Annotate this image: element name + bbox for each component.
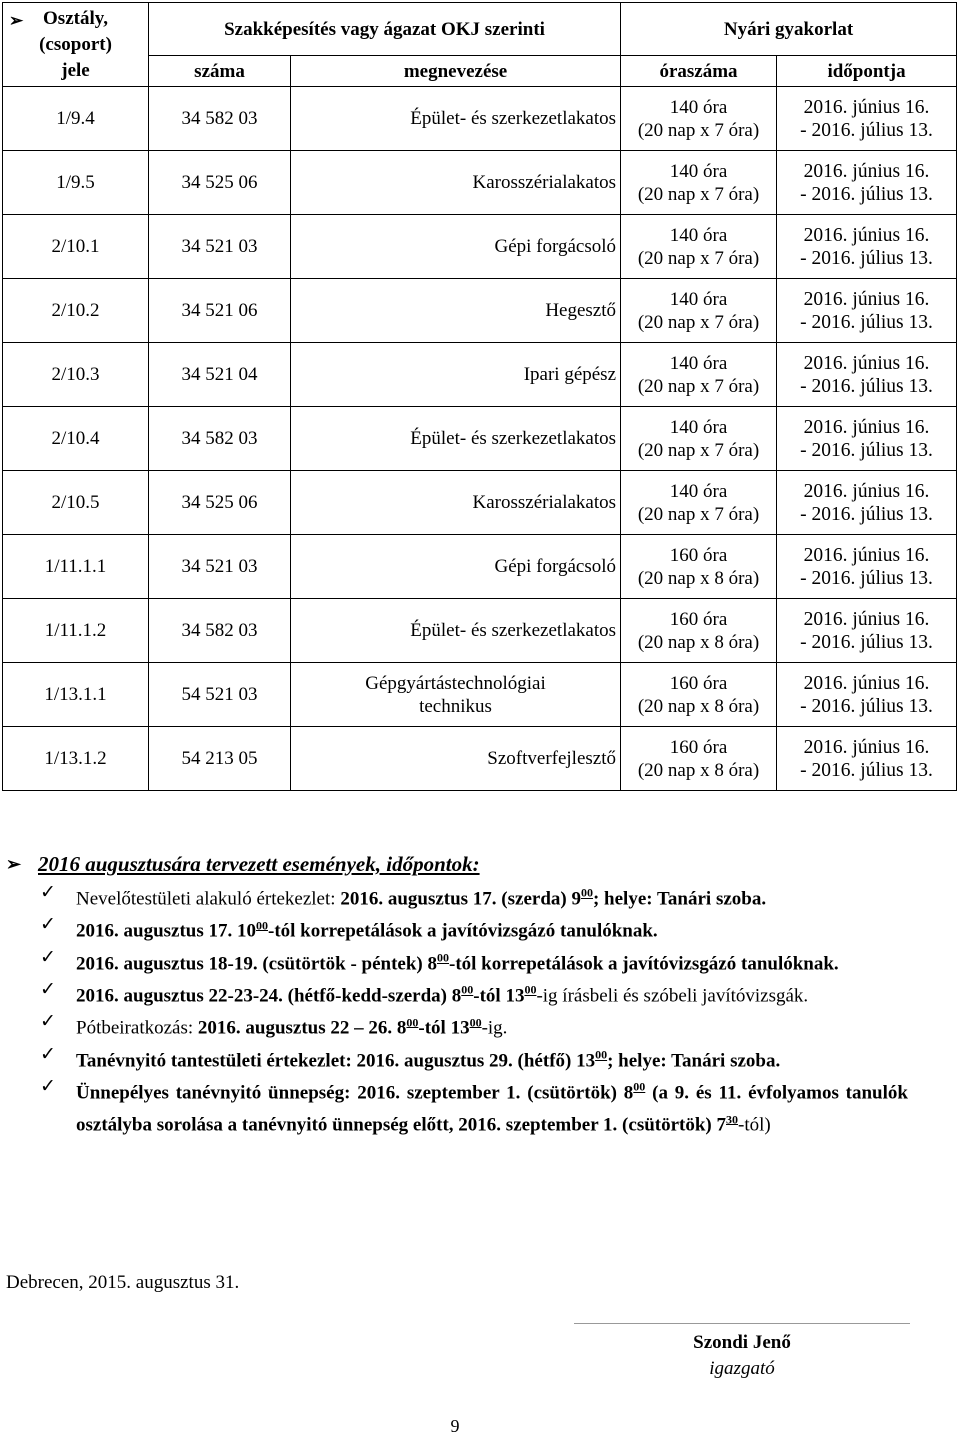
header-class-cell [3, 3, 149, 87]
place-date: Debrecen, 2015. augusztus 31. [6, 1272, 240, 1293]
row-hours-total: 140 óra [669, 288, 728, 310]
row-class: 2/10.5 [3, 471, 149, 535]
row-hours-total: 160 óra [669, 736, 728, 758]
header-class-line3: jele [61, 59, 90, 81]
row-okj-number: 34 582 03 [149, 599, 291, 663]
row-hours [621, 471, 777, 535]
row-qualification-name [291, 727, 621, 791]
row-date-end: - 2016. július 13. [800, 247, 933, 269]
table-row [3, 343, 957, 407]
row-hours-total: 140 óra [669, 352, 728, 374]
row-qualification-name [291, 87, 621, 151]
row-name-line1: Gépi forgácsoló [494, 236, 617, 257]
event-time-minutes: 00 [580, 886, 593, 900]
row-hours [621, 407, 777, 471]
event-text: ; helye: Tanári szoba. [592, 888, 767, 910]
event-text: (a 9. és 11. évfolyamos tanulók osztályba sorolása a tanévnyitó ünnepség előtt, 2016. szeptember 1. (csütörtök) 7 [76, 1082, 908, 1136]
row-class: 1/13.1.2 [3, 727, 149, 791]
event-text-2: -ig írásbeli és szóbeli javítóvizsgák. [536, 985, 809, 1007]
section-title [0, 850, 960, 878]
row-date-end: - 2016. július 13. [800, 183, 933, 205]
event-item [0, 880, 960, 912]
table-row [3, 599, 957, 663]
row-date-end: - 2016. július 13. [800, 759, 933, 781]
header-class-line1: Osztály, [43, 7, 108, 29]
row-okj-number: 34 521 06 [149, 279, 291, 343]
event-time-minutes: 00 [461, 982, 474, 997]
event-time-minutes: 00 [595, 1047, 608, 1062]
row-date-start: 2016. június 16. [803, 544, 930, 566]
header-class-line2: (csoport) [39, 33, 112, 55]
checkmark-icon: ✓ [40, 882, 56, 903]
row-name-line1: Szoftverfejlesztő [487, 748, 617, 769]
row-date-start: 2016. június 16. [803, 736, 930, 758]
row-qualification-name [291, 279, 621, 343]
events-section [0, 850, 960, 1139]
table-body [3, 87, 957, 791]
row-hours [621, 151, 777, 215]
row-hours-total: 160 óra [669, 608, 728, 630]
row-hours [621, 279, 777, 343]
event-time-minutes: 00 [633, 1079, 646, 1094]
row-date [777, 343, 957, 407]
row-class: 1/13.1.1 [3, 663, 149, 727]
event-item [0, 945, 960, 977]
row-name-line1: Hegesztő [545, 300, 617, 321]
row-okj-number: 34 521 03 [149, 215, 291, 279]
event-text: -tól korrepetálások a javítóvizsgázó tanulóknak. [449, 952, 839, 974]
row-name-line2: technikus [419, 695, 492, 717]
table-row [3, 215, 957, 279]
row-class: 1/9.4 [3, 87, 149, 151]
event-text: ; helye: Tanári szoba. [607, 1049, 781, 1071]
row-okj-number: 34 525 06 [149, 471, 291, 535]
row-hours-detail: (20 nap x 7 óra) [637, 311, 760, 333]
event-text: -tól korrepetálások a javítóvizsgázó tanulóknak. [268, 920, 658, 942]
row-hours-detail: (20 nap x 8 óra) [637, 759, 760, 781]
row-okj-number: 34 525 06 [149, 151, 291, 215]
row-date-start: 2016. június 16. [803, 480, 930, 502]
row-hours-total: 140 óra [669, 416, 728, 438]
table-row [3, 279, 957, 343]
row-qualification-name [291, 407, 621, 471]
row-okj-number: 34 521 03 [149, 535, 291, 599]
event-text: -tól 13 [473, 985, 525, 1007]
row-date [777, 279, 957, 343]
event-item [0, 1009, 960, 1041]
row-hours [621, 727, 777, 791]
checkmark-icon: ✓ [40, 946, 56, 968]
row-date-end: - 2016. július 13. [800, 439, 933, 461]
row-date [777, 87, 957, 151]
row-name-line1: Épület- és szerkezetlakatos [410, 620, 617, 641]
row-date-end: - 2016. július 13. [800, 311, 933, 333]
row-date [777, 727, 957, 791]
row-okj-number: 34 582 03 [149, 87, 291, 151]
row-hours-total: 140 óra [669, 96, 728, 118]
event-item [0, 912, 960, 944]
row-date-start: 2016. június 16. [803, 160, 930, 182]
checkmark-icon: ✓ [40, 978, 56, 1000]
header-hours: óraszáma [621, 56, 777, 87]
row-class: 2/10.4 [3, 407, 149, 471]
row-class: 1/11.1.1 [3, 535, 149, 599]
section-title-text: 2016 augusztusára tervezett események, időpontok: [38, 852, 480, 876]
table-row [3, 407, 957, 471]
row-name-line1: Karosszérialakatos [472, 492, 617, 513]
event-date: 2016. augusztus 17. (szerda) 9 [340, 888, 581, 910]
arrow-bullet-icon: ➢ [6, 854, 22, 874]
event-time-minutes: 00 [437, 950, 449, 965]
checkmark-icon: ✓ [40, 1043, 56, 1065]
row-date [777, 407, 957, 471]
table-row [3, 535, 957, 599]
event-text-2: -tól) [738, 1114, 771, 1136]
event-time-minutes-2: 00 [524, 982, 537, 997]
table-row [3, 727, 957, 791]
row-hours-detail: (20 nap x 7 óra) [637, 247, 760, 269]
row-date [777, 535, 957, 599]
row-date-start: 2016. június 16. [803, 288, 930, 310]
event-date: 2016. augusztus 22-23-24. (hétfő-kedd-szerda) 8 [76, 985, 462, 1007]
row-qualification-name [291, 535, 621, 599]
row-hours [621, 343, 777, 407]
row-class: 2/10.2 [3, 279, 149, 343]
event-date: Ünnepélyes tanévnyitó ünnepség: 2016. szeptember 1. (csütörtök) 8 [76, 1082, 634, 1104]
header-qualification: Szakképesítés vagy ágazat OKJ szerinti [149, 3, 621, 56]
row-name-line1: Gépgyártástechnológiai [365, 672, 546, 694]
event-date: 2016. augusztus 18-19. (csütörtök - péntek) 8 [76, 952, 437, 974]
table-row [3, 87, 957, 151]
row-hours [621, 663, 777, 727]
row-date-start: 2016. június 16. [803, 96, 930, 118]
table-row [3, 471, 957, 535]
row-qualification-name [291, 343, 621, 407]
row-hours-detail: (20 nap x 7 óra) [637, 119, 760, 141]
checkmark-icon: ✓ [40, 1011, 56, 1033]
event-item [0, 977, 960, 1009]
row-hours-total: 160 óra [669, 544, 728, 566]
row-date-start: 2016. június 16. [803, 224, 930, 246]
row-okj-number: 54 213 05 [149, 727, 291, 791]
arrow-bullet-icon: ➢ [9, 11, 24, 30]
row-hours-detail: (20 nap x 8 óra) [637, 631, 760, 653]
table-row [3, 151, 957, 215]
row-date-start: 2016. június 16. [803, 416, 930, 438]
row-date-start: 2016. június 16. [803, 352, 930, 374]
row-date-start: 2016. június 16. [803, 672, 930, 694]
row-name-line1: Gépi forgácsoló [494, 556, 617, 577]
row-hours-detail: (20 nap x 7 óra) [637, 439, 760, 461]
signature-title: igazgató [709, 1358, 775, 1379]
event-item [0, 1042, 960, 1074]
row-qualification-name [291, 471, 621, 535]
row-hours-detail: (20 nap x 8 óra) [637, 695, 760, 717]
row-class: 1/11.1.2 [3, 599, 149, 663]
header-name: megnevezése [291, 56, 621, 87]
row-class: 1/9.5 [3, 151, 149, 215]
row-class: 2/10.1 [3, 215, 149, 279]
header-number: száma [149, 56, 291, 87]
event-time-minutes: 00 [256, 918, 268, 933]
event-date: Tanévnyitó tantestületi értekezlet: 2016. augusztus 29. (hétfő) 13 [76, 1049, 596, 1071]
row-hours-total: 140 óra [669, 480, 728, 502]
event-date: 2016. augusztus 22 – 26. 8 [197, 1017, 407, 1039]
row-name-line1: Épület- és szerkezetlakatos [410, 108, 617, 129]
signature-line [574, 1323, 910, 1324]
row-qualification-name [291, 215, 621, 279]
row-date-end: - 2016. július 13. [800, 375, 933, 397]
row-okj-number: 34 521 04 [149, 343, 291, 407]
event-item [0, 1074, 960, 1139]
header-date: időpontja [777, 56, 957, 87]
event-time-minutes: 00 [406, 1015, 419, 1030]
signature-name: Szondi Jenő [693, 1332, 791, 1353]
page-number: 9 [450, 1416, 460, 1436]
row-qualification-name [291, 151, 621, 215]
event-date: 2016. augusztus 17. 10 [76, 920, 256, 942]
schedule-table [2, 2, 957, 791]
row-date [777, 599, 957, 663]
row-name-line1: Karosszérialakatos [472, 172, 617, 193]
event-time-minutes-2: 30 [726, 1112, 739, 1127]
row-date [777, 663, 957, 727]
row-date [777, 471, 957, 535]
row-date-end: - 2016. július 13. [800, 119, 933, 141]
row-hours [621, 87, 777, 151]
row-hours [621, 215, 777, 279]
row-hours-total: 140 óra [669, 224, 728, 246]
event-label: Pótbeiratkozás: [76, 1017, 198, 1039]
row-hours-total: 160 óra [669, 672, 728, 694]
row-hours [621, 599, 777, 663]
event-text: -tól 13 [418, 1017, 470, 1039]
row-hours-total: 140 óra [669, 160, 728, 182]
table-row [3, 663, 957, 727]
header-summer-practice: Nyári gyakorlat [621, 3, 957, 56]
row-hours-detail: (20 nap x 7 óra) [637, 375, 760, 397]
row-okj-number: 34 582 03 [149, 407, 291, 471]
header-row-1 [3, 3, 957, 56]
row-date-end: - 2016. július 13. [800, 567, 933, 589]
row-date-end: - 2016. július 13. [800, 631, 933, 653]
event-time-minutes-2: 00 [469, 1015, 482, 1030]
row-hours-detail: (20 nap x 7 óra) [637, 503, 760, 525]
row-name-line1: Ipari gépész [523, 364, 617, 385]
checkmark-icon: ✓ [40, 1075, 56, 1097]
events-list [0, 880, 960, 1139]
row-hours-detail: (20 nap x 8 óra) [637, 567, 760, 589]
event-text-2: -ig. [481, 1017, 508, 1039]
row-name-line1: Épület- és szerkezetlakatos [410, 428, 617, 449]
row-date [777, 215, 957, 279]
row-qualification-name [291, 599, 621, 663]
row-class: 2/10.3 [3, 343, 149, 407]
row-hours [621, 535, 777, 599]
checkmark-icon: ✓ [40, 914, 56, 936]
event-label: Nevelőtestületi alakuló értekezlet: [76, 888, 341, 910]
row-hours-detail: (20 nap x 7 óra) [637, 183, 760, 205]
row-qualification-name [291, 663, 621, 727]
row-date [777, 151, 957, 215]
row-date-start: 2016. június 16. [803, 608, 930, 630]
row-date-end: - 2016. július 13. [800, 503, 933, 525]
row-okj-number: 54 521 03 [149, 663, 291, 727]
row-date-end: - 2016. július 13. [800, 695, 933, 717]
